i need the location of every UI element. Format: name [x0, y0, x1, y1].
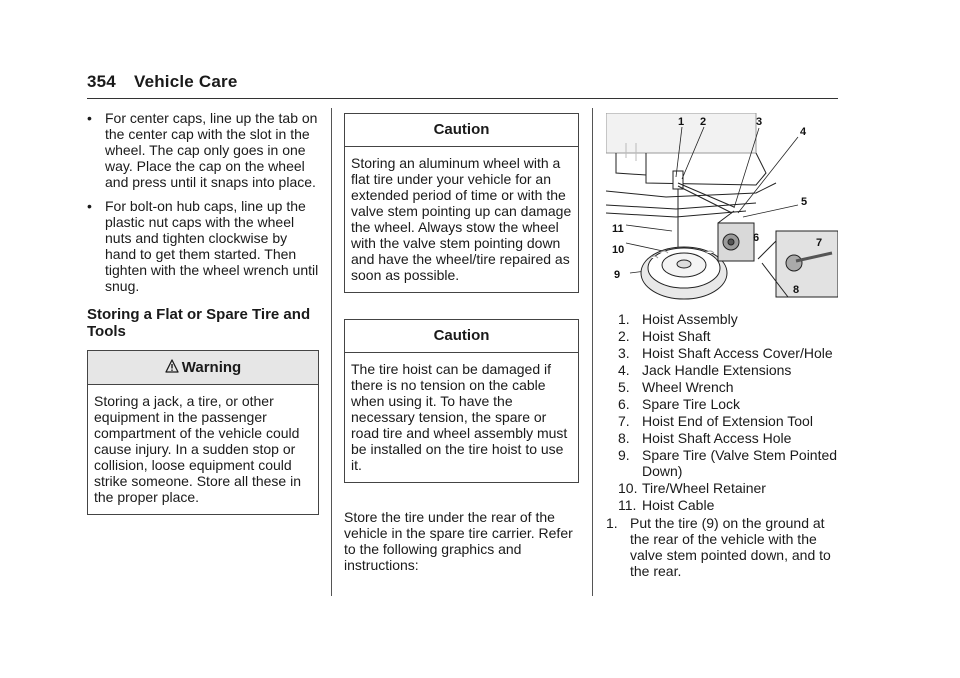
caution-body: The tire hoist can be damaged if there is no tension on the cable when using it. To have the necessary tension, the spare or road tire and wheel assembly must be installed on the tire hoist to use it. [351, 361, 568, 473]
callout-9: 9 [614, 269, 621, 281]
legend-item: 8. Hoist Shaft Access Hole [618, 430, 792, 446]
bullet-text: For bolt-on hub caps, line up the plastic nut caps with the wheel nuts and tighten clockwise by hand to get them started. Then tighten with the wheel wrench until snug. [105, 198, 319, 294]
spare-tire-diagram [606, 113, 838, 303]
header-rule [87, 98, 838, 99]
step-text: Put the tire (9) on the ground at the rear of the vehicle with the valve stem pointed down, and to the rear. [630, 515, 831, 579]
legend-item: 10. Tire/Wheel Retainer [618, 480, 766, 496]
callout-11: 11 [612, 223, 624, 235]
callout-3: 3 [756, 116, 763, 128]
spare-tire-illustration [606, 113, 838, 303]
legend-item: 5. Wheel Wrench [618, 379, 734, 395]
warning-header [88, 351, 318, 385]
legend-item: 2. Hoist Shaft [618, 328, 711, 344]
legend-item: 7. Hoist End of Extension Tool [618, 413, 813, 429]
legend-item: 3. Hoist Shaft Access Cover/Hole [618, 345, 833, 361]
bullet-item [87, 198, 319, 294]
column-divider-1 [331, 108, 332, 596]
warning-title: Warning [181, 359, 242, 376]
step-number: 1. [606, 515, 618, 531]
caution-header: Caution [345, 320, 578, 353]
column-2 [344, 113, 579, 573]
section-title: Storing a Flat or Spare Tire and Tools [87, 306, 311, 340]
warning-triangle-icon [165, 359, 179, 373]
callout-4: 4 [800, 126, 807, 138]
callout-7: 7 [816, 237, 823, 249]
page-title: Vehicle Care [133, 72, 238, 91]
warning-body: Storing a jack, a tire, or other equipment in the passenger compartment of the vehicle could cause injury. In a sudden stop or collision, loose equipment could strike someone. Store all these in the proper place. [94, 393, 301, 505]
page-header [87, 72, 238, 92]
caution-box-1 [344, 113, 579, 293]
warning-box [87, 350, 319, 515]
legend-item: 9. Spare Tire (Valve Stem Pointed Down) [618, 447, 838, 479]
column-3 [606, 113, 840, 579]
figure-legend [606, 311, 840, 513]
callout-6: 6 [753, 232, 760, 244]
legend-item: 4. Jack Handle Extensions [618, 362, 792, 378]
caution-header: Caution [345, 114, 578, 147]
instruction-step-1 [606, 515, 840, 579]
column-divider-2 [592, 108, 593, 596]
callout-8: 8 [793, 284, 800, 296]
storage-paragraph: Store the tire under the rear of the vehicle in the spare tire carrier. Refer to the following graphics and instructions: [344, 509, 573, 573]
page-number: 354 [87, 72, 116, 91]
bullet-item [87, 110, 319, 190]
legend-item: 6. Spare Tire Lock [618, 396, 741, 412]
bullet-dot: • [87, 198, 92, 214]
bullet-dot: • [87, 110, 92, 126]
caution-box-2 [344, 319, 579, 483]
callout-5: 5 [801, 196, 808, 208]
callout-2: 2 [700, 116, 707, 128]
legend-item: 11. Hoist Cable [618, 497, 715, 513]
caution-body: Storing an aluminum wheel with a flat tire under your vehicle for an extended period of time or with the valve stem pointing up can damage the wheel. Always stow the wheel with the valve stem pointing down and have the wheel/tire repaired as soon as possible. [351, 155, 572, 283]
legend-item: 1. Hoist Assembly [618, 311, 738, 327]
bullet-text: For center caps, line up the tab on the center cap with the slot in the wheel. The cap only goes in one way. Place the cap on the wheel and press until it snaps into place. [105, 110, 318, 190]
callout-1: 1 [678, 116, 685, 128]
column-1 [87, 110, 319, 541]
callout-10: 10 [612, 244, 625, 256]
